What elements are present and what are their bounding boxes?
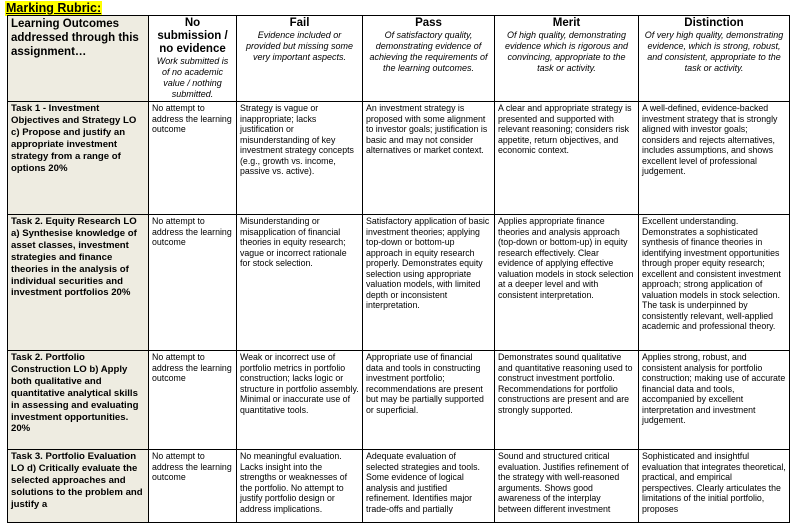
learning-outcomes-header bbox=[8, 16, 149, 102]
header-description: Work submitted is of no academic value / nothing submitted. bbox=[156, 56, 229, 99]
no-submission-cell: No attempt to address the learning outcome bbox=[149, 450, 237, 523]
merit-cell: Demonstrates sound qualitative and quantitative reasoning used to construct investment portfolio. Recommendations for portfolio constructions are present and are strongly supported. bbox=[495, 351, 639, 450]
pass-cell: Satisfactory application of basic investment theories; applying top-down or bottom-up approach in equity research properly. Demonstrates equity selection using appropriate valuation models, with limited depth or inconsistent interpretation. bbox=[363, 215, 495, 351]
learning-outcomes-header-label: Learning Outcomes addressed through this assignment… bbox=[11, 18, 139, 58]
header-description: Of very high quality, demonstrating evidence, which is strong, robust, and consistent, appropriate to the task or activity. bbox=[644, 30, 784, 73]
task-cell: Task 3. Portfolio Evaluation LO d) Critically evaluate the selected approaches and solutions to the problem and justify a bbox=[8, 450, 149, 523]
task-cell: Task 2. Portfolio Construction LO b) Apply both qualitative and quantitative analytical skills in assessing and evaluating investment opportunities. 20% bbox=[8, 351, 149, 450]
fail-cell: Weak or incorrect use of portfolio metrics in portfolio construction; lacks logic or structure in portfolio assembly. Minimal or inaccurate use of quantitative tools. bbox=[237, 351, 363, 450]
table-row-task2-equity bbox=[8, 215, 790, 351]
distinction-cell: Applies strong, robust, and consistent analysis for portfolio construction; making use of accurate financial data and tools, accompanied by excellent interpretation and investment judgement. bbox=[639, 351, 790, 450]
distinction-cell: Sophisticated and insightful evaluation that integrates theoretical, practical, and empirical perspectives. Clearly articulates the limitations of the initial portfolio, proposes bbox=[639, 450, 790, 523]
header-row bbox=[8, 16, 790, 102]
task-cell: Task 2. Equity Research LO a) Synthesise knowledge of asset classes, investment strategies and finance theories in the analysis of individual securities and investment portfolios 20% bbox=[8, 215, 149, 351]
header-no-submission bbox=[149, 16, 237, 102]
table-row-task2-portfolio bbox=[8, 351, 790, 450]
pass-cell: Adequate evaluation of selected strategies and tools. Some evidence of logical analysis and justified refinement. Identifies major trade-offs and partially bbox=[363, 450, 495, 523]
header-distinction bbox=[639, 16, 790, 102]
header-name: No submission / no evidence bbox=[157, 17, 228, 55]
marking-rubric-table bbox=[7, 15, 790, 523]
no-submission-cell: No attempt to address the learning outcome bbox=[149, 102, 237, 215]
header-fail bbox=[237, 16, 363, 102]
merit-cell: Sound and structured critical evaluation. Justifies refinement of the strategy with well-reasoned arguments. Shows good awareness of the interplay between different investment bbox=[495, 450, 639, 523]
header-name: Pass bbox=[415, 17, 442, 29]
header-description: Of high quality, demonstrating evidence which is rigorous and convincing, appropriate to the task or activity. bbox=[504, 30, 629, 73]
merit-cell: Applies appropriate finance theories and analysis approach (top-down or bottom-up) in equity research effectively. Clear evidence of applying effective valuation models in stock selection at a deeper level and with consistent interpretation. bbox=[495, 215, 639, 351]
no-submission-cell: No attempt to address the learning outcome bbox=[149, 351, 237, 450]
table-row-task3 bbox=[8, 450, 790, 523]
no-submission-cell: No attempt to address the learning outcome bbox=[149, 215, 237, 351]
fail-cell: No meaningful evaluation. Lacks insight into the strengths or weaknesses of the portfolio. No attempt to justify portfolio design or address implications. bbox=[237, 450, 363, 523]
fail-cell: Strategy is vague or inappropriate; lacks justification or misunderstanding of key investment strategy concepts (e.g., growth vs. income, passive vs. active). bbox=[237, 102, 363, 215]
table-row-task1 bbox=[8, 102, 790, 215]
header-pass bbox=[363, 16, 495, 102]
distinction-cell: Excellent understanding. Demonstrates a sophisticated synthesis of finance theories in identifying investment opportunities through proper equity research; excellent and consistent investment approach; strong application of valuation models in stock selection. The task is underpinned by consistently relevant, well-applied academic and professional theory. bbox=[639, 215, 790, 351]
header-name: Fail bbox=[289, 17, 310, 29]
pass-cell: Appropriate use of financial data and tools in constructing investment portfolio; recommendations are present but may be partially supported or superficial. bbox=[363, 351, 495, 450]
merit-cell: A clear and appropriate strategy is presented and supported with relevant reasoning; considers risk appetite, return objectives, and economic context. bbox=[495, 102, 639, 215]
pass-cell: An investment strategy is proposed with some alignment to investor goals; justification is basic and may not consider alternatives or market context. bbox=[363, 102, 495, 215]
task-cell: Task 1 - Investment Objectives and Strategy LO c) Propose and justify an appropriate investment strategy from a range of options 20% bbox=[8, 102, 149, 215]
distinction-cell: A well-defined, evidence-backed investment strategy that is strongly aligned with investor goals; considers and rejects alternatives, includes assumptions, and shows excellent level of professional judgement. bbox=[639, 102, 790, 215]
fail-cell: Misunderstanding or misapplication of financial theories in equity research; vague or incorrect rationale for stock selection. bbox=[237, 215, 363, 351]
rubric-title: Marking Rubric: bbox=[6, 1, 102, 15]
header-merit bbox=[495, 16, 639, 102]
header-description: Of satisfactory quality, demonstrating evidence of achieving the requirements of the learning outcomes. bbox=[369, 30, 488, 73]
header-description: Evidence included or provided but missing some very important aspects. bbox=[245, 30, 354, 62]
header-name: Merit bbox=[552, 17, 581, 29]
header-name: Distinction bbox=[684, 17, 744, 29]
